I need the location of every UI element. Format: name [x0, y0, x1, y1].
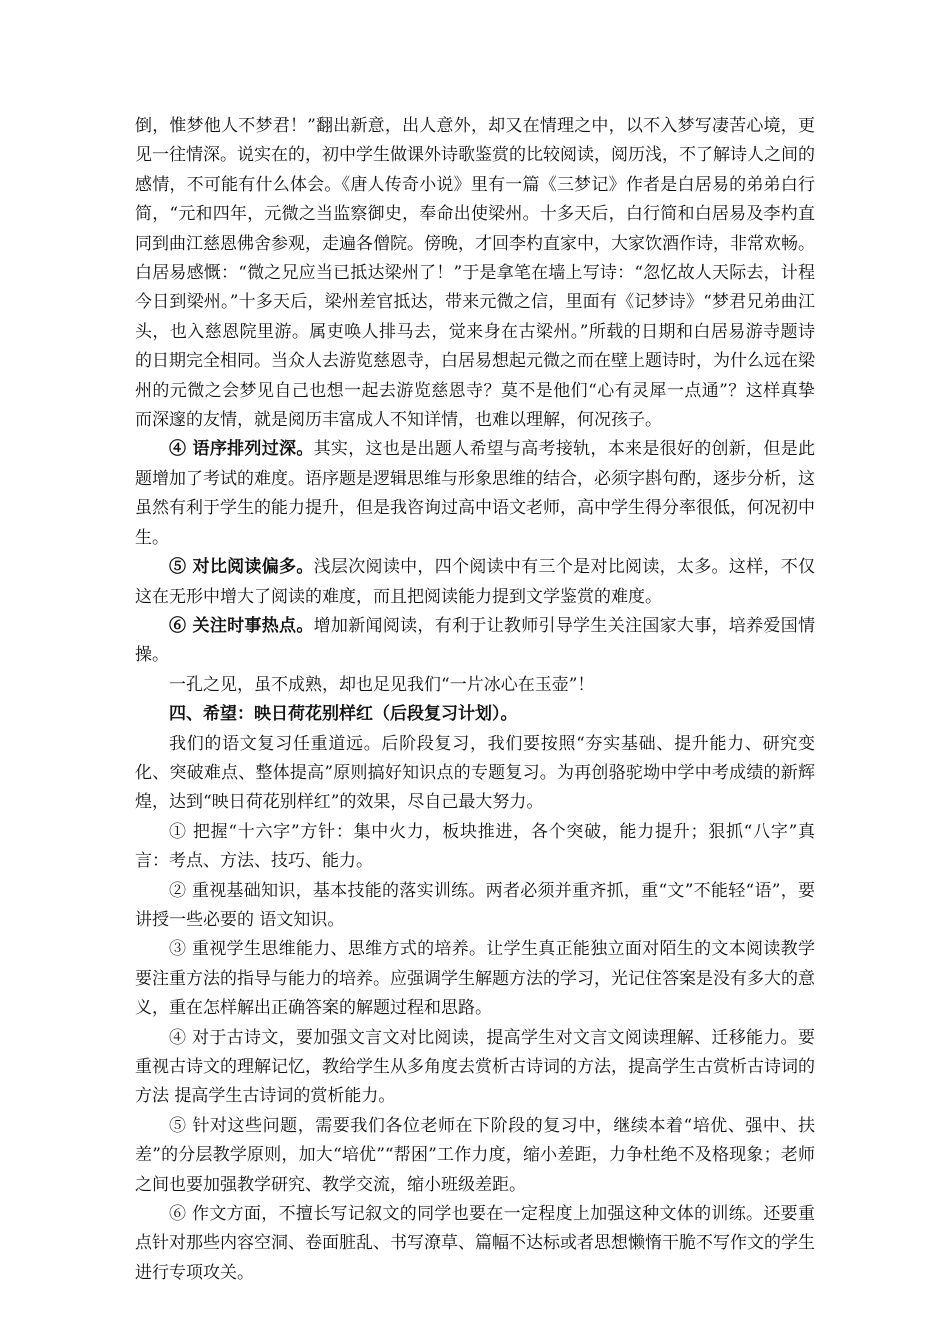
point-heading: ⑤ 对比阅读偏多。: [169, 557, 314, 578]
document-page: [135, 112, 815, 1288]
point-body: 增加新闻阅读，有利于让教师引导学生关注国家大事，培养爱国情操。: [135, 615, 816, 666]
paragraph-point-5: [135, 553, 815, 612]
paragraph-continuation: 倒，惟梦他人不梦君！”翻出新意，出人意外，却又在情理之中，以不入梦写凄苦心境，更见一往情深。说实在的，初中学生做课外诗歌鉴赏的比较阅读，阅历浅，不了解诗人之间的感情，不可能有什么体会。《唐人传奇小说》里有一篇《三梦记》作者是白居易的弟弟白行简，“元和四年，元微之当监察御史，奉命出使梁州。十多天后，白行简和白居易及李杓直同到曲江慈恩佛舍参观，走遍各僧院。傍晚，才回李杓直家中，大家饮酒作诗，非常欢畅。白居易感慨：“微之兄应当已抵达梁州了！”于是拿笔在墙上写诗：“忽忆故人天际去，计程今日到梁州。”十多天后，梁州差官抵达，带来元微之信，里面有《记梦诗》“梦君兄弟曲江头，也入慈恩院里游。属吏唤人排马去，觉来身在古梁州。”所载的日期和白居易游寺题诗的日期完全相同。当众人去游览慈恩寺，白居易想起元微之而在壁上题诗时，为什么远在梁州的元微之会梦见自己也想一起去游览慈恩寺？莫不是他们“心有灵犀一点通”？这样真挚而深邃的友情，就是阅历丰富成人不知详情，也难以理解，何况孩子。: [135, 116, 815, 431]
point-body: 其实，这也是出题人希望与高考接轨，本来是很好的创新，但是此题增加了考试的难度。语序题是逻辑思维与形象思维的结合，必须字斟句酌，逐步分析，这虽然有利于学生的能力提升，但是我咨询过高中语文老师，高中学生得分率很低，何况初中生。: [135, 439, 816, 548]
section-heading: 四、希望：映日荷花别样红（后段复习计划）。: [169, 704, 518, 725]
plan-item-2: ② 重视基础知识，基本技能的落实训练。两者必须并重齐抓，重“文”不能轻“语”，要讲授一些必要的 语文知识。: [135, 880, 815, 930]
point-heading: ⑥ 关注时事热点。: [169, 615, 314, 636]
paragraph-point-4: [135, 435, 815, 553]
point-heading: ④ 语序排列过深。: [169, 439, 314, 460]
plan-item-6: ⑥ 作文方面，不擅长写记叙文的同学也要在一定程度上加强这种文体的训练。还要重点针对那些内容空洞、卷面脏乱、书写潦草、篇幅不达标或者思想懒惰干脆不写作文的学生进行专项攻关。: [135, 1204, 815, 1283]
paragraph-intro: 我们的语文复习任重道远。后阶段复习，我们要按照“夯实基础、提升能力、研究变化、突破难点、整体提高”原则搞好知识点的专题复习。为再创骆驼坳中学中考成绩的新辉煌，达到“映日荷花别样红”的效果，尽自己最大努力。: [135, 733, 815, 813]
paragraph-point-6: [135, 612, 815, 671]
plan-item-1: ① 把握“十六字”方针：集中火力，板块推进，各个突破，能力提升；狠抓“八字”真言：考点、方法、技巧、能力。: [135, 821, 815, 872]
point-body: 浅层次阅读中，四个阅读中有三个是对比阅读，太多。这样，不仅这在无形中增大了阅读的难度，而且把阅读能力提到文学鉴赏的难度。: [135, 557, 816, 607]
plan-item-5: ⑤ 针对这些问题，需要我们各位老师在下阶段的复习中，继续本着“培优、强中、扶差”的分层教学原则，加大“培优”“帮困”工作力度，缩小差距，力争杜绝不及格现象；老师之间也要加强教学研究、教学交流，缩小班级差距。: [135, 1115, 815, 1195]
plan-item-4: ④ 对于古诗文，要加强文言文对比阅读，提高学生对文言文阅读理解、迁移能力。要重视古诗文的理解记忆，教给学生从多角度去赏析古诗词的方法，提高学生古赏析古诗词的方法 提高学生古诗词的赏析能力。: [135, 1027, 815, 1107]
paragraph-summary: 一孔之见，虽不成熟，却也足见我们“一片冰心在玉壶”！: [169, 674, 595, 695]
plan-item-3: ③ 重视学生思维能力、思维方式的培养。让学生真正能独立面对陌生的文本阅读教学要注重方法的指导与能力的培养。应强调学生解题方法的学习，光记住答案是没有多大的意义，重在怎样解出正确答案的解题过程和思路。: [135, 939, 815, 1019]
